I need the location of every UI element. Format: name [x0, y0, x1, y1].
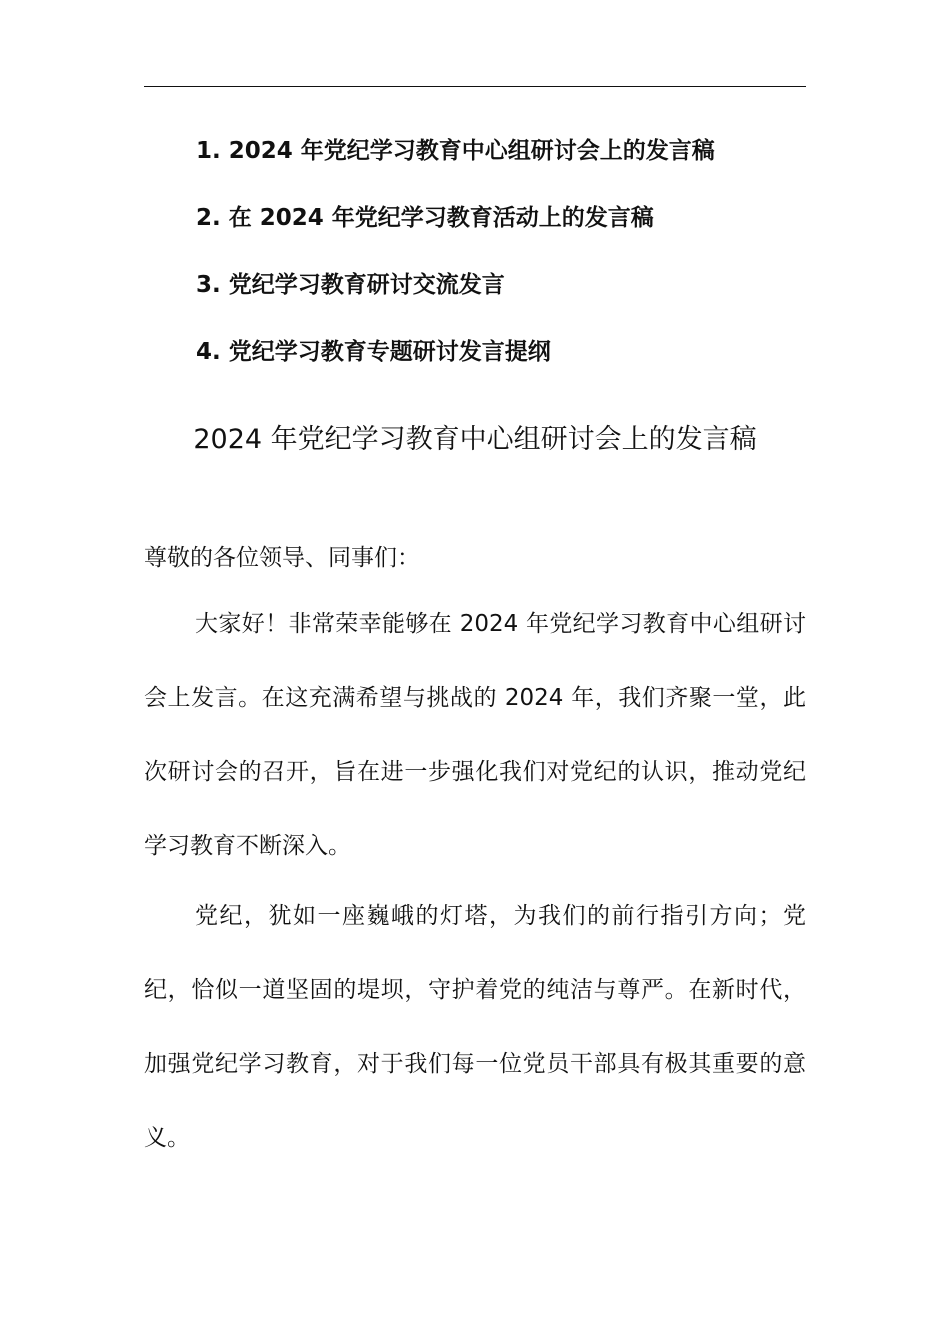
header-rule [144, 86, 806, 87]
toc-item-text: 2024 年党纪学习教育中心组研讨会上的发言稿 [228, 138, 715, 164]
body-paragraph-2: 党纪，犹如一座巍峨的灯塔，为我们的前行指引方向；党纪，恰似一道坚固的堤坝，守护着党的纯洁与尊严。在新时代，加强党纪学习教育，对于我们每一位党员干部具有极其重要的意义。 [144, 903, 806, 1151]
toc-item-number: 1. [196, 138, 221, 164]
toc-item-2 [196, 201, 715, 235]
body-paragraph-1: 大家好！非常荣幸能够在 2024 年党纪学习教育中心组研讨会上发言。在这充满希望与挑战的 2024 年，我们齐聚一堂，此次研讨会的召开，旨在进一步强化我们对党纪的认识，推动党纪学习教育不断深入。 [144, 611, 806, 859]
toc-item-4 [196, 335, 715, 369]
document-title: 2024 年党纪学习教育中心组研讨会上的发言稿 [193, 424, 757, 455]
toc-item-number: 3. [196, 272, 221, 298]
toc-item-number: 2. [196, 205, 221, 231]
toc-item-text: 党纪学习教育专题研讨发言提纲 [228, 339, 551, 365]
toc-item-1 [196, 134, 715, 168]
toc-item-text: 在 2024 年党纪学习教育活动上的发言稿 [228, 205, 654, 231]
toc-item-text: 党纪学习教育研讨交流发言 [228, 272, 505, 298]
toc-item-number: 4. [196, 339, 221, 365]
toc-item-3 [196, 268, 715, 302]
table-of-contents [196, 134, 715, 402]
salutation: 尊敬的各位领导、同事们： [144, 545, 420, 571]
